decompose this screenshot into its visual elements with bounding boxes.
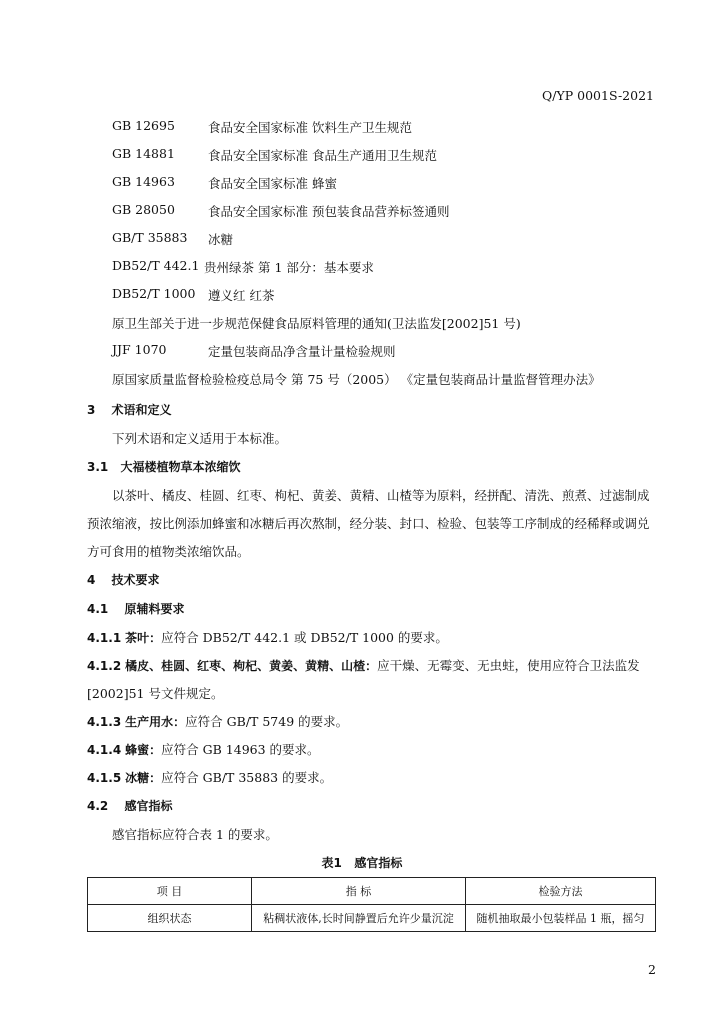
clause-4-1-2 xyxy=(87,656,640,674)
clause-text: 应符合 GB/T 35883 的要求。 xyxy=(161,770,333,785)
clause-text: 应符合 GB/T 5749 的要求。 xyxy=(185,714,349,729)
clause-term: 橘皮、桂圆、红枣、枸杞、黄姜、黄精、山楂： xyxy=(125,659,378,673)
reference-code: JJF 1070 xyxy=(112,342,167,357)
clause-term: 茶叶： xyxy=(125,631,162,645)
document-code: Q/YP 0001S-2021 xyxy=(542,88,654,103)
clause-number: 4.1.2 xyxy=(87,659,122,673)
clause-number: 4.1.5 xyxy=(87,771,122,785)
clause-number: 4.1.3 xyxy=(87,715,122,729)
clause-4-1-4 xyxy=(87,740,320,758)
reference-title: 贵州绿茶 第 1 部分：基本要求 xyxy=(204,260,374,275)
section-title: 大福楼植物草本浓缩饮 xyxy=(120,460,241,474)
reference-notice: 原卫生部关于进一步规范保健食品原料管理的通知(卫法监发[2002]51 号) xyxy=(112,316,521,331)
section-number: 3 xyxy=(87,403,96,417)
reference-title: 食品安全国家标准 饮料生产卫生规范 xyxy=(208,120,412,135)
section-4-2-heading xyxy=(87,797,172,814)
clause-text: 应符合 DB52/T 442.1 或 DB52/T 1000 的要求。 xyxy=(161,630,448,645)
section-title: 感官指标 xyxy=(124,799,173,813)
section-number: 4.2 xyxy=(87,799,109,813)
table-header-row xyxy=(88,878,656,905)
section-title: 术语和定义 xyxy=(111,403,172,417)
section-3-text: 下列术语和定义适用于本标准。 xyxy=(112,431,288,446)
section-3-1-heading xyxy=(87,458,240,475)
section-4-1-heading xyxy=(87,600,184,617)
section-3-heading xyxy=(87,401,172,418)
reference-code: GB/T 35883 xyxy=(112,230,188,245)
clause-text: 应干燥、无霉变、无虫蛀，使用应符合卫法监发 xyxy=(377,658,640,673)
section-title: 技术要求 xyxy=(111,573,160,587)
section-number: 4.1 xyxy=(87,602,109,616)
table-header-cell: 检验方法 xyxy=(466,878,656,905)
reference-title: 食品安全国家标准 食品生产通用卫生规范 xyxy=(208,148,437,163)
sensory-table xyxy=(87,877,656,932)
table-cell: 随机抽取最小包装样品 1 瓶，摇匀 xyxy=(466,905,656,932)
table-header-cell: 指 标 xyxy=(252,878,466,905)
clause-number: 4.1.1 xyxy=(87,631,122,645)
table-caption: 表1 感官指标 xyxy=(321,856,403,870)
reference-title: 遵义红 红茶 xyxy=(208,288,275,303)
reference-code: DB52/T 442.1 xyxy=(112,258,200,273)
definition-line: 以茶叶、橘皮、桂圆、红枣、枸杞、黄姜、黄精、山楂等为原料，经拼配、清洗、煎煮、过滤制成 xyxy=(112,488,650,503)
table-cell: 粘稠状液体,长时间静置后允许少量沉淀 xyxy=(252,905,466,932)
table-cell: 组织状态 xyxy=(88,905,252,932)
definition-line: 方可食用的植物类浓缩饮品。 xyxy=(87,544,250,559)
table-header-cell: 项 目 xyxy=(88,878,252,905)
reference-order: 原国家质量监督检验检疫总局令 第 75 号（2005） 《定量包装商品计量监督管理办法》 xyxy=(112,372,601,387)
page-number: 2 xyxy=(648,962,656,977)
reference-code: GB 14881 xyxy=(112,146,175,161)
table-row xyxy=(88,905,656,932)
clause-number: 4.1.4 xyxy=(87,743,122,757)
clause-term: 冰糖： xyxy=(125,771,162,785)
reference-title: 冰糖 xyxy=(208,232,234,247)
reference-code: DB52/T 1000 xyxy=(112,286,196,301)
section-number: 4 xyxy=(87,573,96,587)
section-title: 原辅料要求 xyxy=(124,602,185,616)
reference-code: GB 12695 xyxy=(112,118,175,133)
reference-title: 定量包装商品净含量计量检验规则 xyxy=(208,344,396,359)
clause-term: 生产用水： xyxy=(125,715,186,729)
clause-4-1-3 xyxy=(87,712,348,730)
reference-code: GB 14963 xyxy=(112,174,175,189)
section-4-2-text: 感官指标应符合表 1 的要求。 xyxy=(112,827,278,842)
section-number: 3.1 xyxy=(87,460,109,474)
clause-term: 蜂蜜： xyxy=(125,743,162,757)
reference-title: 食品安全国家标准 预包装食品营养标签通则 xyxy=(208,204,450,219)
clause-4-1-1 xyxy=(87,628,448,646)
clause-4-1-5 xyxy=(87,768,332,786)
section-4-heading xyxy=(87,571,160,588)
reference-title: 食品安全国家标准 蜂蜜 xyxy=(208,176,337,191)
clause-4-1-2-continued: [2002]51 号文件规定。 xyxy=(87,686,224,701)
reference-code: GB 28050 xyxy=(112,202,175,217)
definition-line: 预浓缩液，按比例添加蜂蜜和冰糖后再次熬制，经分装、封口、检验、包装等工序制成的经稀释或调兑 xyxy=(87,516,650,531)
clause-text: 应符合 GB 14963 的要求。 xyxy=(161,742,320,757)
